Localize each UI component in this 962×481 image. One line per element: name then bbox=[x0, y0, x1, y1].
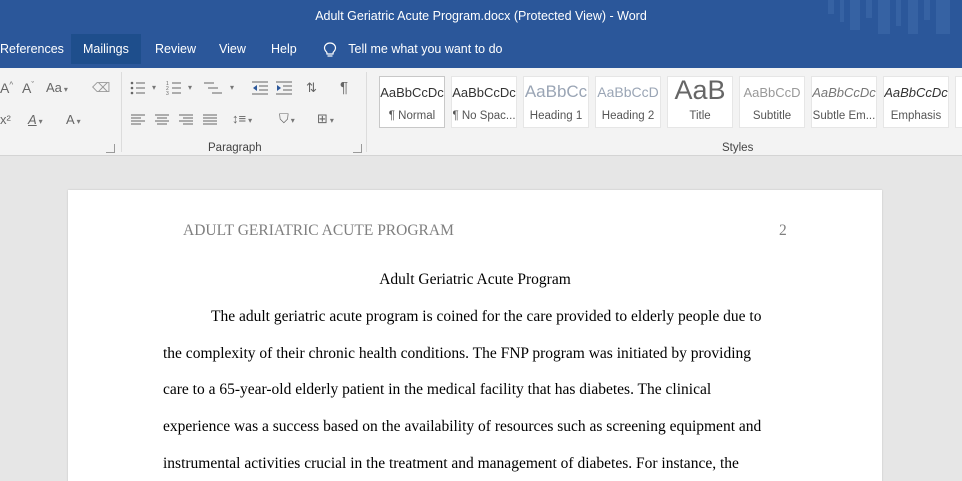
style-tile-partial[interactable] bbox=[955, 76, 962, 128]
style-sample: AaBbCcD bbox=[597, 84, 659, 100]
style-heading-2[interactable] bbox=[595, 76, 661, 128]
document-title: Adult Geriatric Acute Program bbox=[379, 271, 571, 288]
paragraph-line: The adult geriatric acute program is coined for the care provided to elderly people due to bbox=[211, 308, 762, 325]
clear-formatting-icon[interactable]: ⌫ bbox=[92, 80, 111, 95]
tell-me-label: Tell me what you want to do bbox=[348, 42, 503, 56]
style-name: ¶ Normal bbox=[388, 110, 436, 122]
style-name: Heading 1 bbox=[529, 110, 583, 122]
multilevel-dropdown-icon[interactable]: ▾ bbox=[230, 83, 235, 92]
ribbon bbox=[0, 64, 962, 156]
tab-references[interactable]: References bbox=[0, 42, 64, 56]
grow-font-icon[interactable]: A^ bbox=[0, 80, 14, 96]
tab-mailings[interactable]: Mailings bbox=[71, 34, 141, 64]
style-emphasis[interactable] bbox=[883, 76, 949, 128]
style-subtitle[interactable] bbox=[739, 76, 805, 128]
svg-text:1: 1 bbox=[166, 81, 169, 87]
decrease-indent-icon[interactable] bbox=[252, 81, 268, 95]
style-heading-1[interactable] bbox=[523, 76, 589, 128]
align-center-icon[interactable] bbox=[155, 114, 169, 126]
sort-icon[interactable]: ⇅ bbox=[306, 80, 317, 95]
style-sample: AaBbCcDc bbox=[884, 85, 948, 100]
titlebar-pattern-icon bbox=[822, 0, 962, 34]
tab-review[interactable]: Review bbox=[155, 42, 196, 56]
style-name: Subtle Em... bbox=[812, 110, 876, 122]
lightbulb-icon bbox=[323, 42, 337, 58]
align-right-icon[interactable] bbox=[179, 114, 193, 126]
show-formatting-marks-icon[interactable]: ¶ bbox=[340, 79, 349, 96]
align-left-icon[interactable] bbox=[131, 114, 145, 126]
style-name: Heading 2 bbox=[601, 110, 655, 122]
increase-indent-icon[interactable] bbox=[276, 81, 292, 95]
svg-text:2: 2 bbox=[166, 86, 169, 92]
font-dialog-launcher[interactable] bbox=[106, 144, 115, 153]
numbering-dropdown-icon[interactable]: ▾ bbox=[188, 83, 193, 92]
style-sample: AaBbCc bbox=[524, 82, 588, 101]
paragraph-line: experience was a success based on the availability of resources such as screening equipment and bbox=[163, 418, 762, 435]
style-subtle-emphasis[interactable] bbox=[811, 76, 877, 128]
style-sample: AaBbCcDc bbox=[380, 85, 444, 100]
style-normal[interactable] bbox=[379, 76, 445, 128]
line-spacing-icon[interactable]: ↕≡ ▾ bbox=[232, 111, 253, 126]
tab-help[interactable]: Help bbox=[271, 42, 297, 56]
style-name: Subtitle bbox=[752, 110, 792, 122]
superscript-icon[interactable]: x² bbox=[0, 112, 11, 127]
justify-icon[interactable] bbox=[203, 114, 217, 126]
borders-icon[interactable]: ⊞ ▾ bbox=[317, 111, 334, 126]
style-no-spacing[interactable] bbox=[451, 76, 517, 128]
ribbon-divider bbox=[366, 72, 367, 152]
bullets-dropdown-icon[interactable]: ▾ bbox=[152, 83, 157, 92]
font-color-button[interactable]: A ▾ bbox=[66, 112, 81, 127]
style-sample: AaB bbox=[674, 75, 726, 105]
style-name: ¶ No Spac... bbox=[452, 110, 516, 122]
paragraph-line: instrumental activities crucial in the treatment and management of diabetes. For instance, the bbox=[163, 455, 739, 472]
style-sample: AaBbCcDc bbox=[812, 85, 876, 100]
text-effects-label: A bbox=[28, 112, 37, 127]
tab-view[interactable]: View bbox=[219, 42, 246, 56]
document-page[interactable] bbox=[68, 190, 882, 481]
shading-icon[interactable]: ⛉ ▾ bbox=[279, 111, 295, 126]
document-canvas[interactable] bbox=[0, 156, 962, 481]
paragraph-line: the complexity of their chronic health conditions. The FNP program was initiated by providing bbox=[163, 345, 752, 362]
paragraph-group-label: Paragraph bbox=[208, 142, 262, 154]
text-effects-button[interactable]: A ▾ bbox=[28, 112, 43, 127]
style-name: Emphasis bbox=[890, 110, 942, 122]
window-title: Adult Geriatric Acute Program.docx (Protected View) - Word bbox=[315, 9, 647, 23]
style-name: Title bbox=[689, 110, 711, 122]
title-bar bbox=[0, 0, 962, 34]
paragraph-dialog-launcher[interactable] bbox=[353, 144, 362, 153]
multilevel-list-icon[interactable] bbox=[204, 81, 222, 95]
bullets-icon[interactable] bbox=[130, 81, 146, 95]
ribbon-divider bbox=[121, 72, 122, 152]
page-number: 2 bbox=[779, 222, 787, 239]
change-case-button[interactable]: Aa ▾ bbox=[46, 80, 68, 95]
ribbon-tabs bbox=[0, 34, 962, 64]
numbering-icon[interactable] bbox=[166, 81, 182, 95]
running-head: ADULT GERIATRIC ACUTE PROGRAM bbox=[183, 222, 454, 239]
tell-me-search[interactable] bbox=[323, 34, 503, 64]
styles-group-label: Styles bbox=[722, 142, 754, 154]
font-color-label: A bbox=[66, 112, 75, 127]
paragraph-line: care to a 65-year-old elderly patient in the medical facility that has diabetes. The clinical bbox=[163, 381, 712, 398]
style-sample: AaBbCcD bbox=[743, 85, 801, 100]
change-case-label: Aa bbox=[46, 80, 62, 95]
style-sample: AaBbCcDc bbox=[452, 85, 516, 100]
style-title[interactable] bbox=[667, 76, 733, 128]
shrink-font-icon[interactable]: $A^ˇ$ bbox=[22, 80, 35, 96]
svg-text:3: 3 bbox=[166, 91, 169, 95]
